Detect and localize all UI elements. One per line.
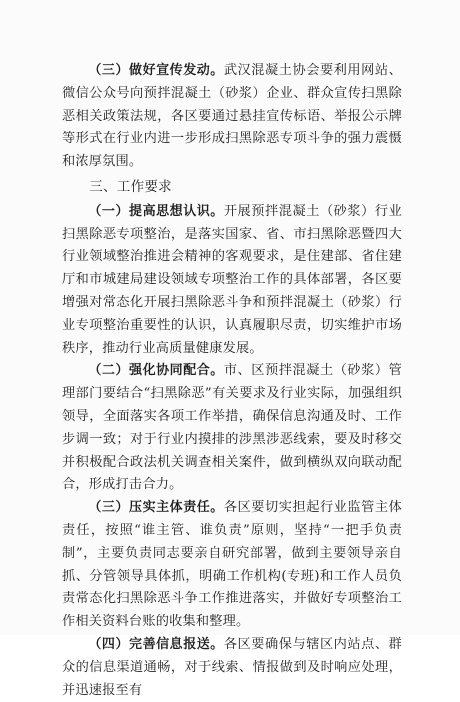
section-heading: 三、工作要求 [89,178,172,195]
document-body [62,60,402,702]
paragraph-lead: （一）提高思想认识。 [88,203,224,219]
paragraph-reporting [62,634,402,702]
paragraph-publicity [62,60,402,174]
paragraph-text: 市、区预拌混凝土（砂浆）管理部门要结合“扫黑除恶”有关要求及行业实际，加强组织领导，全面落实各项工作举措，确保信息沟通及时、工作步调一致；对于行业内摸排的涉黑涉恶线索，要及时移交并积极配合政法机关调查相关案件，做到横纵双向联动配合，形成打击合力。 [62,363,402,493]
paragraph-text: 各区要切实担起行业监管主体责任，按照“谁主管、谁负责”原则，坚持“一把手负责制”，主要负责同志要亲自研究部署，做到主要领导亲自抓、分管领导具体抓，明确工作机构(专班)和工作人员负责常态化扫黑除恶斗争工作推进落实，并做好专项整治工作相关资料台账的收集和整理。 [62,500,402,630]
paragraph-text: 武汉混凝土协会要利用网站、微信公众号向预拌混凝土（砂浆）企业、群众宣传扫黑除恶相关政策法规，各区要通过悬挂宣传标语、举报公示牌等形式在行业内进一步形成扫黑除恶专项斗争的强力震慑和浓厚氛围。 [62,63,402,170]
paragraph-text: 开展预拌混凝土（砂浆）行业扫黑除恶专项整治，是落实国家、省、市扫黑除恶暨四大行业领域整治推进会精神的客观要求，是住建部、省住建厅和市城建局建设领域专项整治工作的具体部署，各区要增强对常态化开展扫黑除恶斗争和预拌混凝土（砂浆）行业专项整治重要性的认识，认真履职尽责，切实维护市场秩序，推动行业高质量健康发展。 [62,203,402,356]
paragraph-awareness [62,201,402,361]
paragraph-lead: （三）做好宣传发动。 [88,63,224,78]
paragraph-coordination [62,360,402,497]
paragraph-lead: （二）强化协同配合。 [88,363,224,379]
paragraph-lead: （四）完善信息报送。 [88,636,224,652]
paragraph-lead: （三）压实主体责任。 [88,500,224,516]
paragraph-text: 各区要确保与辖区内站点、群众的信息渠道通畅，对于线索、情报做到及时响应处理，并迅速报至有 [62,636,402,698]
paragraph-responsibility [62,497,402,634]
